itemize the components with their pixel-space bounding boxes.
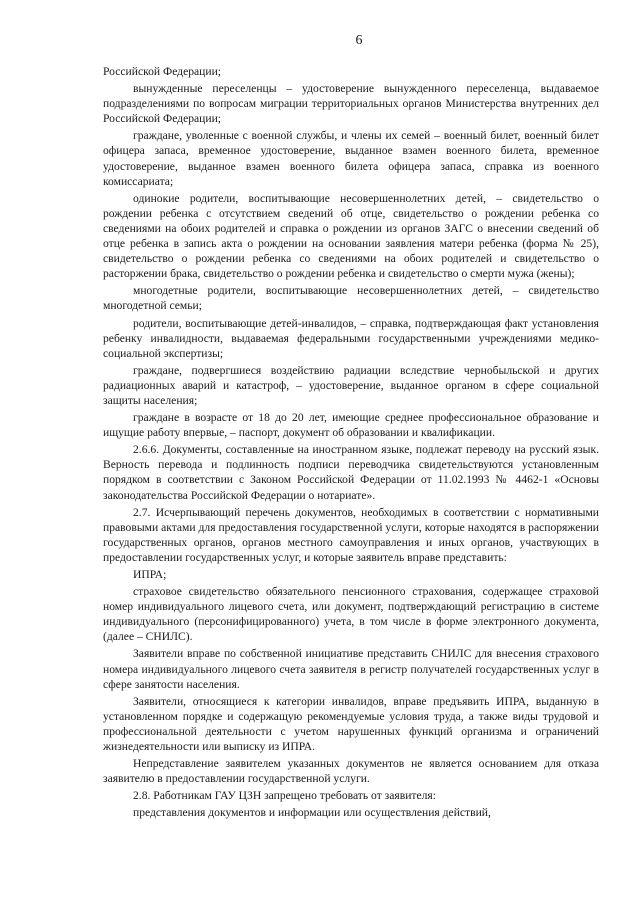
paragraph: граждане, уволенные с военной службы, и члены их семей – военный билет, военный билет офицера запаса, временное удостоверение, выданное взамен военного билета, временное удостоверение, выданное взамен военного билета офицера запаса, справка из военного комиссариата; bbox=[103, 129, 599, 188]
paragraph: Заявители вправе по собственной инициативе представить СНИЛС для внесения страхового номера индивидуального лицевого счета заявителя в регистр получателей государственных услуг в сфере занятости населения. bbox=[103, 647, 599, 691]
paragraph: Заявители, относящиеся к категории инвалидов, вправе предъявить ИПРА, выданную в установленном порядке и содержащую рекомендуемые условия труда, а также виды трудовой и профессиональной деятельности с учетом нарушенных функций организма и ограничений жизнедеятельности или выписку из ИПРА. bbox=[103, 694, 599, 754]
paragraph: ИПРА; bbox=[133, 568, 167, 581]
paragraph: 2.8. Работникам ГАУ ЦЗН запрещено требовать от заявителя: bbox=[133, 789, 436, 803]
paragraph: 2.7. Исчерпывающий перечень документов, необходимых в соответствии с нормативными правовыми актами для предоставления государственной услуги, которые находятся в распоряжении государственных органов, органов местного самоуправления и иных органов, участвующих в предоставлении государственных услуг, и которые заявитель вправе представить: bbox=[103, 505, 599, 564]
paragraph: вынужденные переселенцы – удостоверение вынужденного переселенца, выдаваемое подразделениями по вопросам миграции территориальных органов Министерства внутренних дел Российской Федерации; bbox=[103, 82, 599, 126]
document-body bbox=[103, 64, 599, 821]
paragraph: Непредставление заявителем указанных документов не является основанием для отказа заявителю в предоставлении государственной услуги. bbox=[103, 757, 599, 786]
paragraph: родители, воспитывающие детей-инвалидов, – справка, подтверждающая факт установления ребенку инвалидности, выдаваемая федеральными государственными учреждениями медико-социальной экспертизы; bbox=[103, 316, 599, 360]
paragraph: граждане в возрасте от 18 до 20 лет, имеющие среднее профессиональное образование и ищущие работу впервые, – паспорт, документ об образовании и квалификации. bbox=[103, 411, 599, 440]
paragraph: одинокие родители, воспитывающие несовершеннолетних детей, – свидетельство о рождении ребенка с отсутствием сведений об отце, свидетельство о рождении ребенка со сведениями на обоих родителей и справка о рождении из органов ЗАГС о внесении сведений об отце ребенка в запись акта о рождении на основании заявления матери ребенка (форма № 25), свидетельство о рождении ребенка со сведениями на обоих родителей и свидетельство о расторжении брака, свидетельство о рождении ребенка и свидетельство о смерти мужа (жены); bbox=[103, 191, 599, 281]
paragraph: граждане, подвергшиеся воздействию радиации вследствие чернобыльской и других радиационных аварий и катастроф, – удостоверение, выданное органом в сфере социальной защиты населения; bbox=[103, 363, 599, 407]
page-number: 6 bbox=[355, 33, 363, 48]
paragraph: 2.6.6. Документы, составленные на иностранном языке, подлежат переводу на русский язык. Верность перевода и подлинность подписи переводчика свидетельствуются установленным порядком в соответствии с Законом Российской Федерации от 11.02.1993 № 4462-1 «Основы законодательства Российской Федерации о нотариате». bbox=[103, 443, 599, 502]
paragraph: многодетные родители, воспитывающие несовершеннолетних детей, – свидетельство многодетной семьи; bbox=[103, 284, 599, 313]
paragraph: Российской Федерации; bbox=[103, 65, 222, 78]
paragraph: представления документов и информации или осуществления действий, bbox=[133, 806, 491, 820]
paragraph: страховое свидетельство обязательного пенсионного страхования, содержащее страховой номер индивидуального лицевого счета, или документ, подтверждающий регистрацию в системе индивидуального (персонифицированного) учета, в том числе в форме электронного документа, (далее – СНИЛС). bbox=[103, 585, 599, 644]
